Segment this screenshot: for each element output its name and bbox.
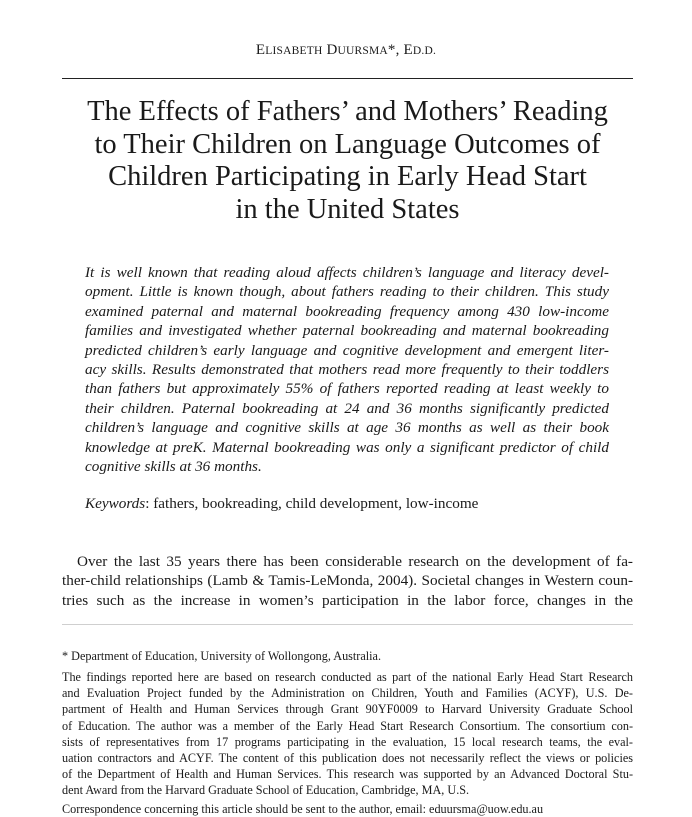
- footnote-line: uation contractors and ACYF. The content of this publication does not necessarily reflect the views or policies: [62, 751, 633, 766]
- abstract-line: predicted children’s early language and cognitive development and emergent liter-: [85, 341, 609, 359]
- funding-footnote: [62, 669, 633, 799]
- abstract-line: examined paternal and maternal bookreading frequency among 430 low-income: [85, 302, 609, 320]
- footnote-line: dent Award from the Harvard Graduate School of Education, Cambridge, MA, U.S.: [62, 783, 470, 798]
- author-first-rest: LISABETH: [265, 45, 323, 57]
- abstract-line: than fathers but approximately 55% of fathers reported reading at least weekly to: [85, 380, 609, 398]
- footnote-line: The findings reported here are based on research conducted as part of the national Early Head Start Research: [62, 670, 633, 684]
- author-degree-rest: D.D.: [412, 45, 437, 57]
- title-line: Children Participating in Early Head Start: [108, 161, 587, 192]
- body-line: Over the last 35 years there has been considerable research on the development of fa-: [77, 553, 633, 570]
- abstract-line: families and investigated whether paternal bookreading and maternal bookreading: [85, 322, 609, 340]
- title-line: The Effects of Fathers’ and Mothers’ Reading: [87, 96, 608, 127]
- keywords: [85, 494, 609, 513]
- header-rule: [62, 78, 633, 79]
- footnote-rule: [62, 624, 633, 625]
- abstract-line: acy skills. Results demonstrated that mothers read more frequently to their toddlers: [85, 361, 609, 379]
- author-line: [0, 42, 692, 59]
- keywords-label: Keywords: [85, 495, 146, 512]
- author-last-rest: UURSMA: [337, 45, 388, 57]
- footnote-line: sists of representatives from 17 programs participating in the evaluation, 15 local research teams, the eval-: [62, 734, 633, 749]
- abstract-line: children’s language and cognitive skills at age 36 months as well as their book: [85, 419, 609, 437]
- paper-title: [62, 96, 633, 226]
- abstract-line: their children. Paternal bookreading at 24 and 36 months significantly predicted: [85, 399, 609, 417]
- abstract-line: knowledge at preK. Maternal bookreading was only a significant predictor of child: [85, 438, 609, 456]
- title-line: to Their Children on Language Outcomes of: [94, 128, 601, 160]
- correspondence-footnote: Correspondence concerning this article should be sent to the author, email: eduursma@uow.edu.au: [62, 802, 544, 816]
- author-last-initial: D: [326, 42, 338, 58]
- footnote-line: partment of Health and Human Services through Grant 90YF0009 to Harvard University Graduate School: [62, 702, 633, 717]
- author-degree-initial: E: [403, 42, 413, 58]
- author-first-initial: E: [255, 42, 266, 58]
- abstract: [85, 263, 609, 476]
- footnote-line: of Education. The author was a member of the Early Head Start Research Consortium. The consortium con-: [62, 718, 633, 733]
- footnote-line: and Evaluation Project funded by the Administration on Children, Youth and Families (ACYF), U.S. De-: [62, 686, 633, 701]
- abstract-line: It is well known that reading aloud affects children’s language and literacy devel-: [85, 264, 609, 281]
- abstract-line: cognitive skills at 36 months.: [85, 458, 262, 476]
- affiliation-footnote: * Department of Education, University of Wollongong, Australia.: [62, 649, 381, 663]
- footnote-line: of the Department of Health and Human Services. This research was supported by an Advanced Doctoral Stu-: [62, 767, 633, 782]
- abstract-line: opment. Little is known though, about fathers reading to their children. This study: [85, 283, 609, 301]
- body-line: tries such as the increase in women’s participation in the labor force, changes in the: [62, 591, 633, 609]
- author-marker: *,: [387, 42, 404, 58]
- keywords-list: : fathers, bookreading, child development, low-income: [145, 495, 479, 512]
- body-paragraph: [62, 552, 633, 610]
- body-line: ther-child relationships (Lamb & Tamis-LeMonda, 2004). Societal changes in Western coun-: [62, 572, 633, 590]
- title-line: in the United States: [235, 193, 460, 225]
